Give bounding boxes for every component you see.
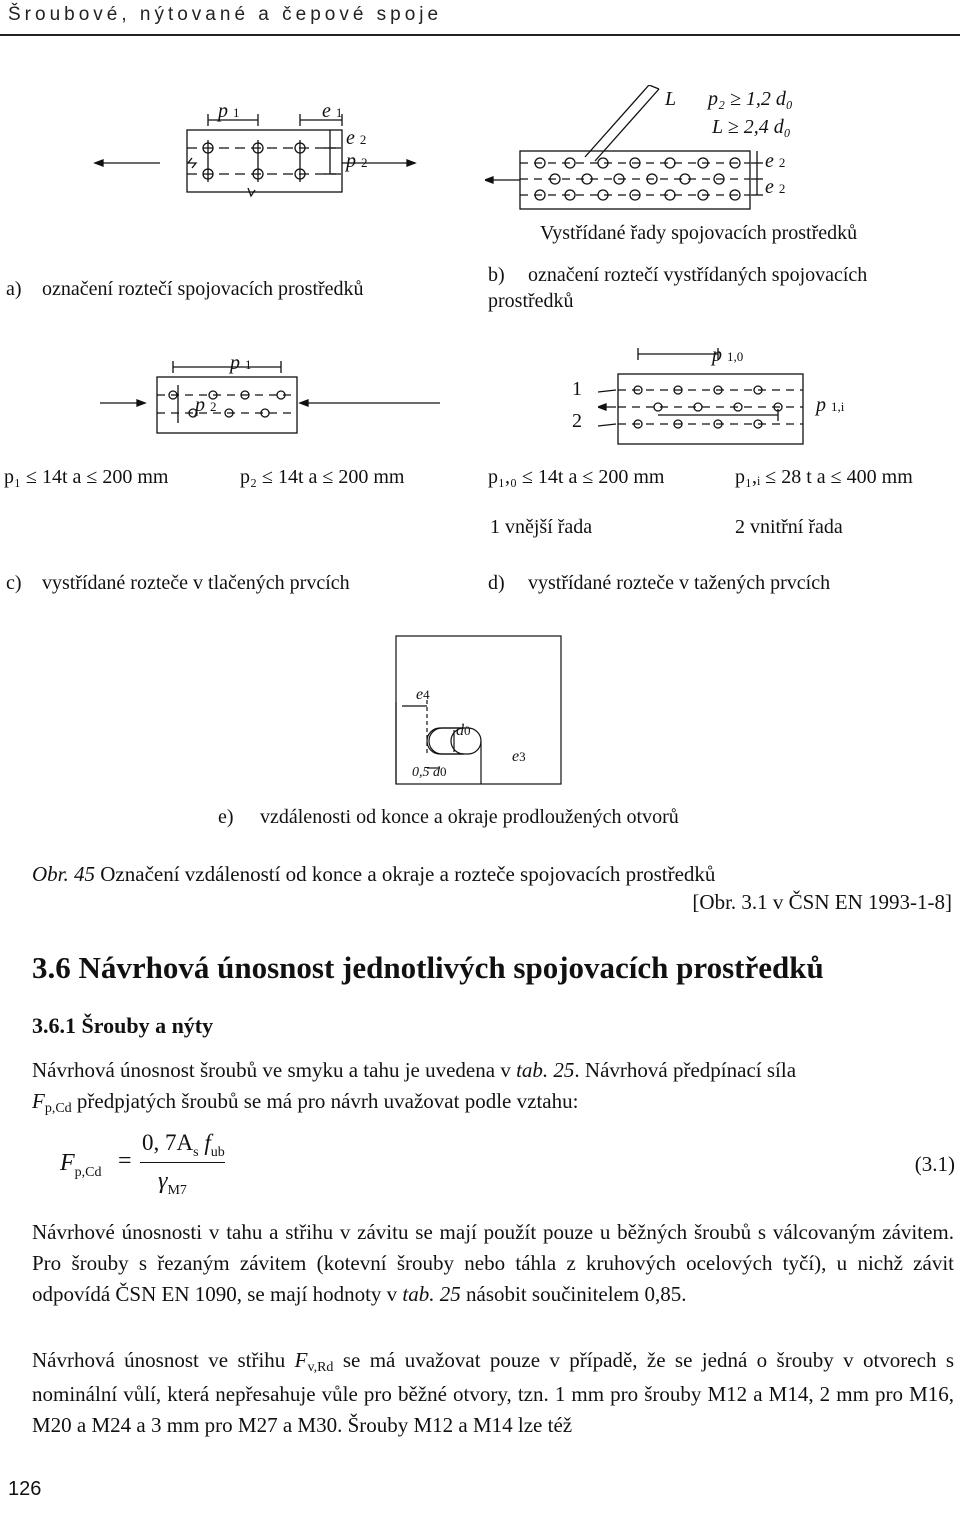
label-d-row1: 1 [572,378,582,400]
label-e2: e 2 [346,127,367,149]
equation-lhs: $F_{p,Cd}$ [60,1150,102,1180]
figure-d-diagram [598,340,813,450]
label-condition-L: L ≥ 2,4 d₀ [712,116,791,138]
page-number: 126 [8,1478,42,1500]
label-e1: e 1 [322,100,343,122]
limit-d-p10: p₁,₀ ≤ 14t a ≤ 200 mm [488,466,665,488]
label-d-p10: p 1,0 [712,344,744,366]
equation-3-1 [60,1130,955,1205]
figure-b-caption-line2: prostředků [488,290,574,312]
equation-numerator: 0, $7A_s$ $f_{ub}$ [142,1130,225,1160]
label-d0: d0 [456,722,471,739]
figure-caption-reference: [Obr. 3.1 v ČSN EN 1993-1-8] [692,890,952,914]
figure-a-caption: označení roztečí spojovacích prostředků [42,278,364,300]
limit-c-p2: p₂ ≤ 14t a ≤ 200 mm [240,466,405,488]
figure-c-caption-letter: c) [6,572,22,594]
figure-a-caption-letter: a) [6,278,22,300]
running-header: Šroubové, nýtované a čepové spoje [8,4,443,25]
label-p2: p 2 [346,150,368,172]
figure-caption [32,862,715,887]
paragraph-3: Návrhová únosnost ve střihu Fv,Rd se má uvažovat pouze v případě, že se jedná o šrouby v otvorech s nominální vůlí, která nepřesahuje vůle pro běžné otvory, tzn. 1 mm pro šrouby M12 a M14, 2 mm pro M16, M20 a M24 a 3 mm pro M27 a M30. Šrouby M12 a M14 lze též [32,1348,954,1437]
label-L: L [665,88,677,110]
label-half-d0: 0,5 d0 [412,764,447,780]
label-d-row2: 2 [572,410,582,432]
figure-b-note: Vystřídané řady spojovacích prostředků [540,222,858,244]
figure-b-caption-line1: označení roztečí vystřídaných spojovacích [528,264,868,286]
figure-d-caption: vystřídané rozteče v tažených prvcích [528,572,831,594]
limit-d-p1i: p₁,ᵢ ≤ 28 t a ≤ 400 mm [735,466,913,488]
label-condition-p2: p₂ ≥ 1,2 d₀ [708,88,793,110]
label-c-p2: p 2 [195,394,217,416]
paragraph-2: Návrhové únosnosti v tahu a střihu v závitu se mají použít pouze u běžných šroubů s válcovaným závitem. Pro šrouby s řezaným závitem (kotevní šrouby nebo táhla z kruhových ocelových tyčí), u nichž závit odpovídá ČSN EN 1090, se mají hodnoty v tab. 25 násobit součinitelem 0,85. [32,1220,954,1306]
figure-a-diagram [90,100,420,200]
figure-e-caption: vzdálenosti od konce a okraje prodloužených otvorů [260,806,679,828]
label-p1: p 1 [218,100,240,122]
label-e3: e3 [512,748,526,765]
figure-d-caption-letter: d) [488,572,505,594]
figure-caption-text: Označení vzdáleností od konce a okraje a rozteče spojovacích prostředků [100,862,716,886]
paragraph-1: Návrhová únosnost šroubů ve smyku a tahu je uvedena v tab. 25. Návrhová předpínací síla Fp,Cd předpjatých šroubů se má pro návrh uvažovat podle vztahu: [32,1058,797,1116]
equation-equals: = [118,1148,132,1174]
label-e2-upper: e 2 [765,150,786,172]
figure-c-caption: vystřídané rozteče v tlačených prvcích [42,572,350,594]
figure-caption-prefix: Obr. 45 [32,862,96,886]
legend-outer-row: 1 vnější řada [490,516,593,538]
section-heading: 3.6 Návrhová únosnost jednotlivých spojovacích prostředků [32,950,824,985]
subsection-heading: 3.6.1 Šrouby a nýty [32,1013,214,1038]
header-rule [0,34,960,36]
legend-inner-row: 2 vnitřní řada [735,516,843,538]
label-d-p1i: p 1,i [816,394,845,416]
figure-e-caption-letter: e) [218,806,234,828]
figure-b-caption-letter: b) [488,264,505,286]
limit-c-p1: p₁ ≤ 14t a ≤ 200 mm [4,466,169,488]
figure-c-diagram [95,355,450,440]
equation-number: (3.1) [914,1152,955,1176]
equation-denominator: $\gamma_{M7}$ [158,1168,187,1198]
label-c-p1: p 1 [230,352,252,374]
equation-fraction-bar [140,1162,225,1163]
label-e4: e4 [416,686,430,703]
label-e2-lower: e 2 [765,176,786,198]
